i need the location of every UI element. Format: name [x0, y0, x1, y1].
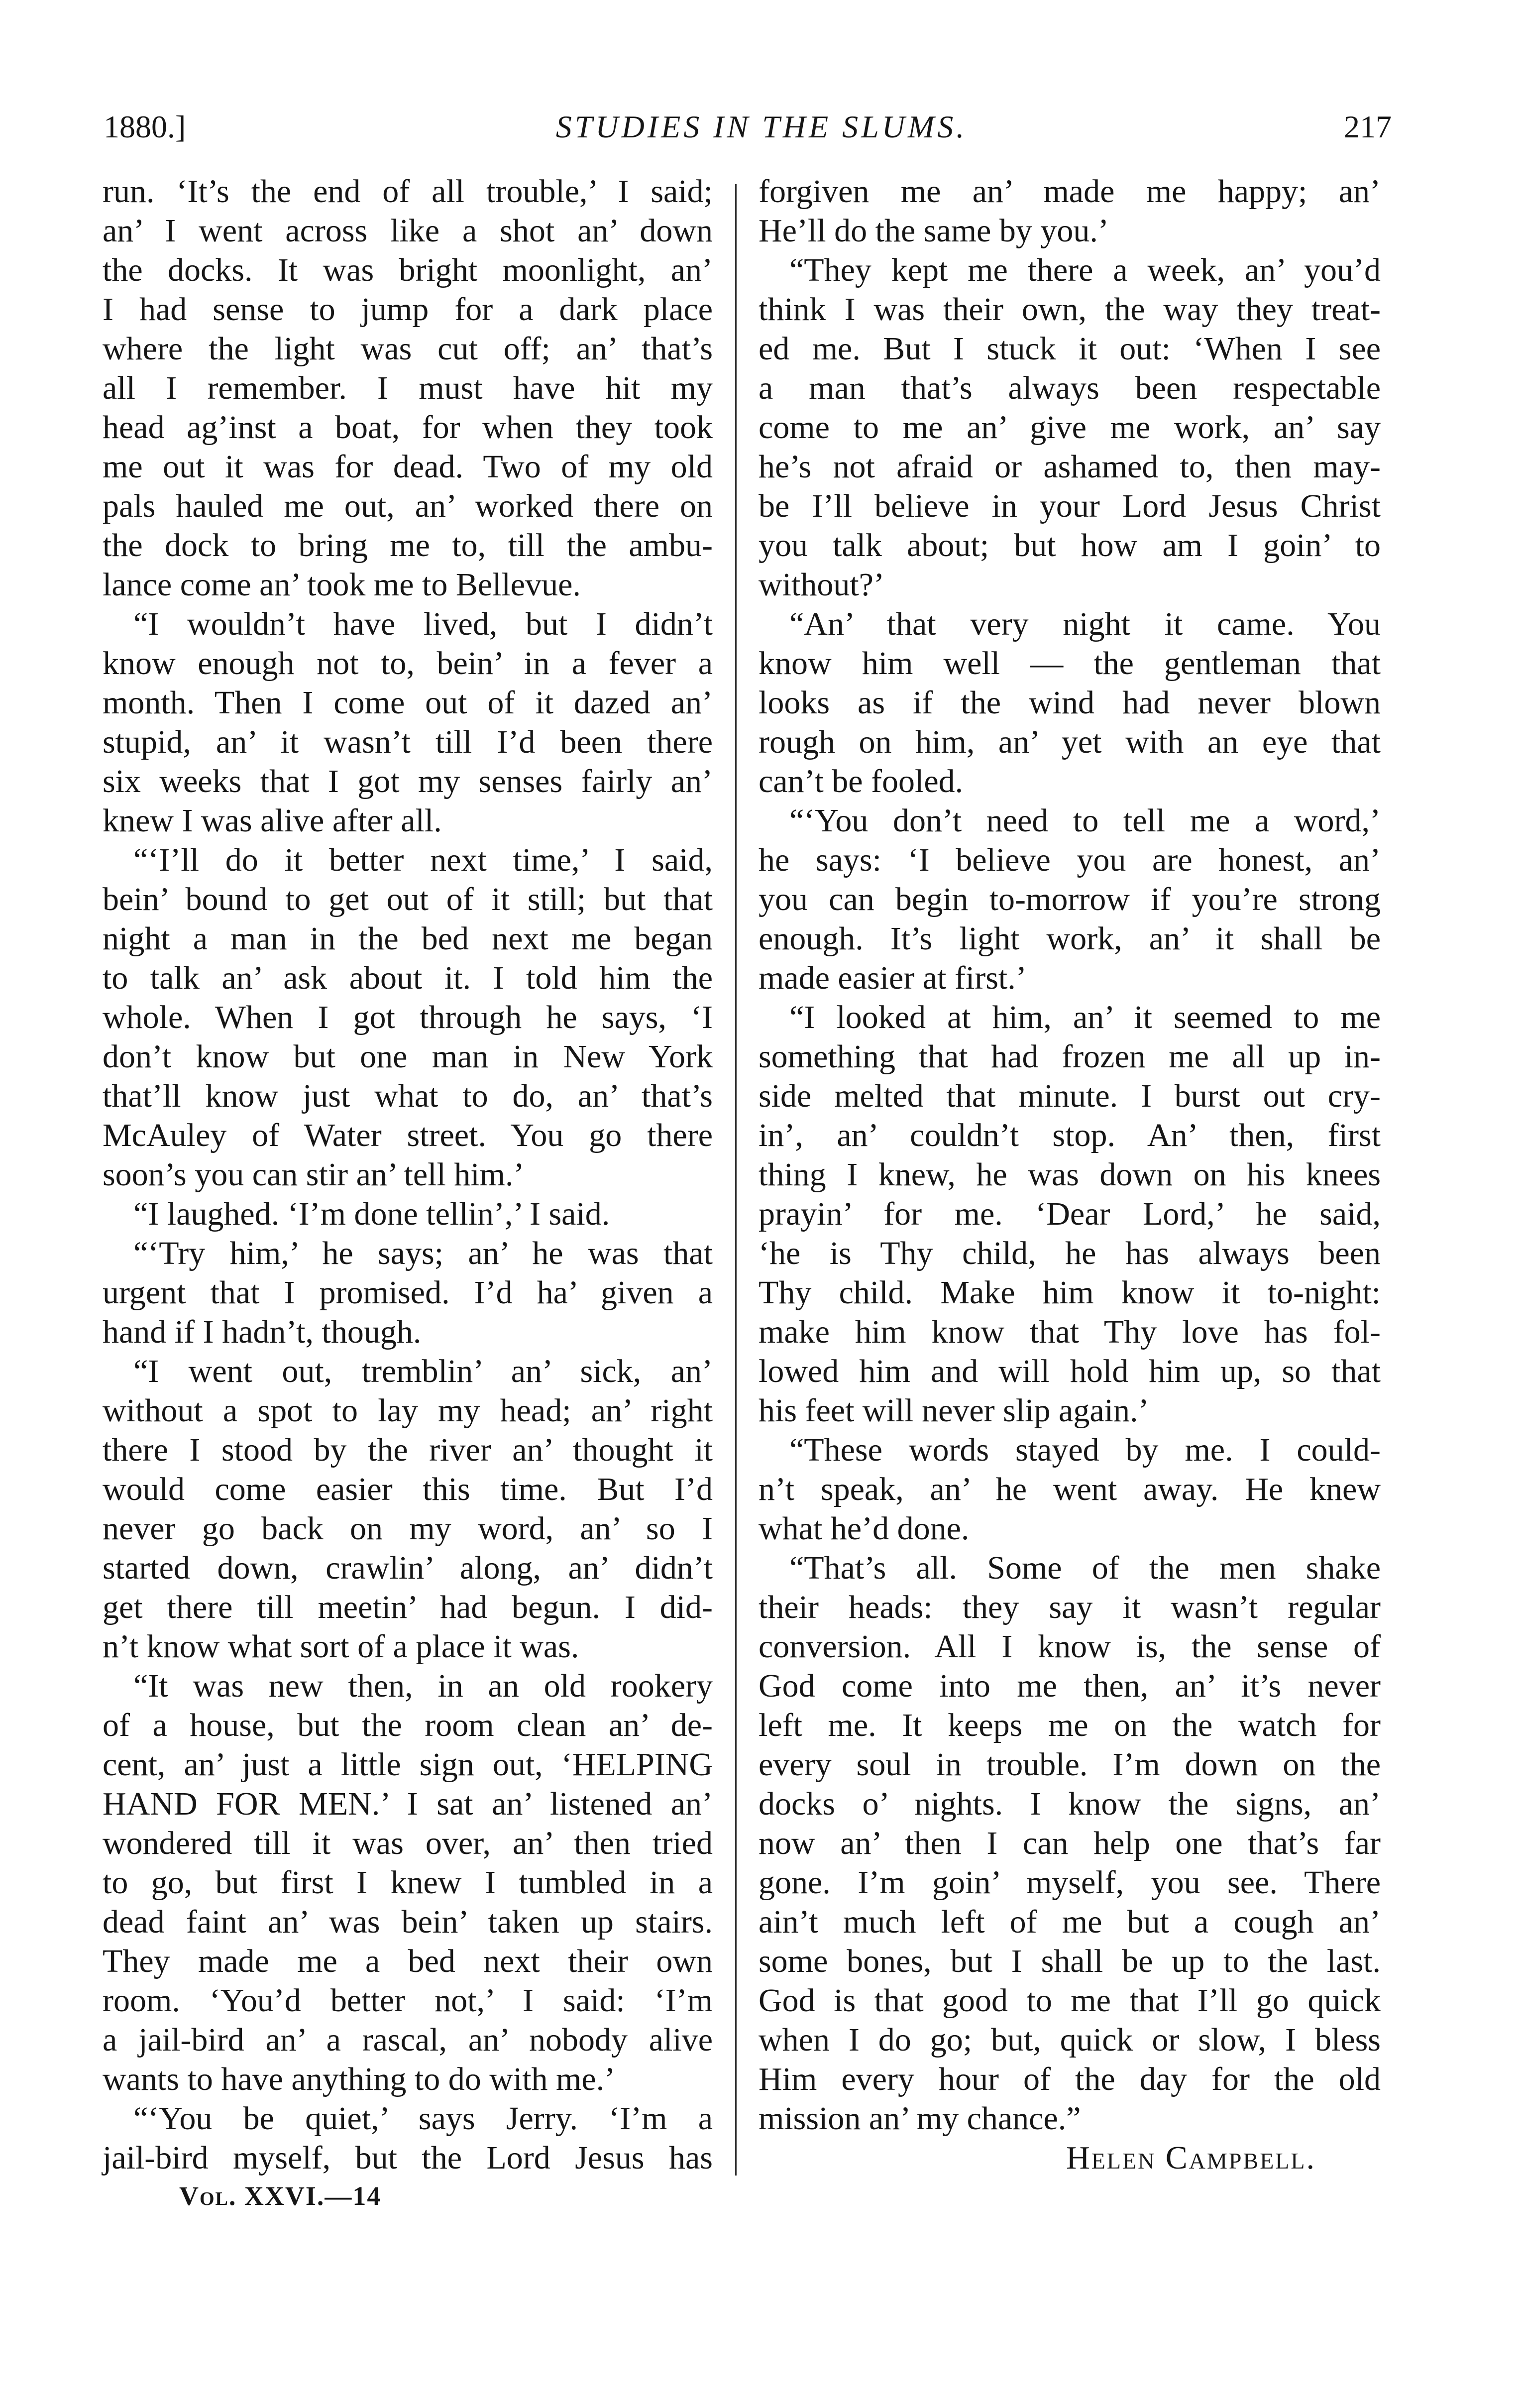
- author-signature: Helen Campbell.: [1066, 2140, 1316, 2176]
- text-line: dead faint an’ was bein’ taken up stairs.: [103, 1904, 713, 1940]
- text-line: jail-bird myself, but the Lord Jesus has: [103, 2140, 713, 2176]
- text-line: wants to have anything to do with me.’: [103, 2061, 616, 2097]
- text-line: They made me a bed next their own: [103, 1943, 713, 1979]
- paragraph: [759, 998, 1381, 1430]
- text-line: to go, but first I knew I tumbled in a: [103, 1864, 713, 1901]
- text-line: n’t speak, an’ he went away. He knew: [759, 1471, 1381, 1507]
- paragraph: [103, 1666, 713, 2099]
- text-line: something that had frozen me all up in-: [759, 1038, 1381, 1075]
- text-line: ain’t much left of me but a cough an’: [759, 1904, 1381, 1940]
- text-line: some bones, but I shall be up to the last.: [759, 1943, 1381, 1979]
- text-line: cent, an’ just a little sign out, ‘HELPING: [103, 1746, 713, 1783]
- text-line: head ag’inst a boat, for when they took: [103, 409, 713, 446]
- paragraph: [103, 2099, 713, 2178]
- text-line: a jail-bird an’ a rascal, an’ nobody alive: [103, 2022, 713, 2058]
- text-line: “I looked at him, an’ it seemed to me: [789, 999, 1381, 1035]
- text-line: gone. I’m goin’ myself, you see. There: [759, 1864, 1381, 1901]
- text-line: think I was their own, the way they treat-: [759, 291, 1381, 328]
- text-line: you talk about; but how am I goin’ to: [759, 527, 1381, 564]
- text-line: “That’s all. Some of the men shake: [789, 1550, 1381, 1586]
- text-line: HAND FOR MEN.’ I sat an’ listened an’: [103, 1786, 713, 1822]
- paragraph: [759, 1430, 1381, 1548]
- text-line: that’ll know just what to do, an’ that’s: [103, 1078, 713, 1114]
- volume-signature: Vol. XXVI.—14: [179, 2181, 382, 2211]
- text-line: conversion. All I know is, the sense of: [759, 1628, 1381, 1665]
- text-line: don’t know but one man in New York: [103, 1038, 713, 1075]
- text-line: make him know that Thy love has fol-: [759, 1314, 1381, 1350]
- text-line: lance come an’ took me to Bellevue.: [103, 567, 581, 603]
- text-line: n’t know what sort of a place it was.: [103, 1628, 579, 1665]
- text-line: knew I was alive after all.: [103, 803, 442, 839]
- text-line: mission an’ my chance.”: [759, 2100, 1081, 2137]
- page-number: 217: [1344, 109, 1392, 144]
- text-line: I had sense to jump for a dark place: [103, 291, 713, 328]
- text-line: every soul in trouble. I’m down on the: [759, 1746, 1381, 1783]
- paragraph: [759, 604, 1381, 801]
- right-column: [759, 172, 1381, 2178]
- text-line: six weeks that I got my senses fairly an’: [103, 763, 713, 800]
- text-line: ‘he is Thy child, he has always been: [759, 1235, 1381, 1271]
- text-line: can’t be fooled.: [759, 763, 964, 800]
- text-line: Him every hour of the day for the old: [759, 2061, 1381, 2097]
- text-line: his feet will never slip again.’: [759, 1392, 1149, 1429]
- text-line: in’, an’ couldn’t stop. An’ then, first: [759, 1117, 1381, 1153]
- text-line: “‘I’ll do it better next time,’ I said,: [133, 842, 713, 878]
- text-line: know enough not to, bein’ in a fever a: [103, 645, 713, 682]
- paragraph: [103, 604, 713, 840]
- text-line: whole. When I got through he says, ‘I: [103, 999, 713, 1035]
- paragraph: [103, 1352, 713, 1666]
- text-line: looks as if the wind had never blown: [759, 685, 1381, 721]
- text-line: lowed him and will hold him up, so that: [759, 1353, 1381, 1389]
- text-line: month. Then I come out of it dazed an’: [103, 685, 713, 721]
- text-line: now an’ then I can help one that’s far: [759, 1825, 1381, 1861]
- paragraph: [103, 840, 713, 1194]
- paragraph: [759, 1548, 1381, 2138]
- text-line: docks o’ nights. I know the signs, an’: [759, 1786, 1381, 1822]
- text-line: be I’ll believe in your Lord Jesus Christ: [759, 488, 1381, 524]
- text-line: of a house, but the room clean an’ de-: [103, 1707, 713, 1743]
- left-column: [103, 172, 713, 2178]
- text-line: what he’d done.: [759, 1510, 970, 1547]
- text-line: would come easier this time. But I’d: [103, 1471, 713, 1507]
- text-line: thing I knew, he was down on his knees: [759, 1156, 1381, 1193]
- text-line: night a man in the bed next me began: [103, 920, 713, 957]
- paragraph: [759, 172, 1381, 250]
- text-line: run. ‘It’s the end of all trouble,’ I said;: [103, 173, 713, 210]
- text-line: soon’s you can stir an’ tell him.’: [103, 1156, 525, 1193]
- text-line: a man that’s always been respectable: [759, 370, 1381, 406]
- text-line: where the light was cut off; an’ that’s: [103, 331, 713, 367]
- text-line: come to me an’ give me work, an’ say: [759, 409, 1381, 446]
- text-line: me out it was for dead. Two of my old: [103, 449, 713, 485]
- text-line: Thy child. Make him know it to-night:: [759, 1274, 1381, 1311]
- text-line: ed me. But I stuck it out: ‘When I see: [759, 331, 1381, 367]
- text-line: an’ I went across like a shot an’ down: [103, 213, 713, 249]
- text-line: “An’ that very night it came. You: [789, 606, 1381, 642]
- column-divider: [735, 184, 737, 2176]
- text-line: the docks. It was bright moonlight, an’: [103, 252, 713, 288]
- text-line: God is that good to me that I’ll go quick: [759, 1982, 1381, 2019]
- paragraph: [103, 172, 713, 604]
- paragraph: [759, 801, 1381, 998]
- text-line: “I laughed. ‘I’m done tellin’,’ I said.: [133, 1196, 610, 1232]
- text-line: prayin’ for me. ‘Dear Lord,’ he said,: [759, 1196, 1381, 1232]
- text-line: the dock to bring me to, till the ambu-: [103, 527, 713, 564]
- text-line: “‘You be quiet,’ says Jerry. ‘I’m a: [133, 2100, 713, 2137]
- text-line: “They kept me there a week, an’ you’d: [789, 252, 1381, 288]
- text-line: “I went out, tremblin’ an’ sick, an’: [133, 1353, 713, 1389]
- text-line: he says: ‘I believe you are honest, an’: [759, 842, 1381, 878]
- text-line: left me. It keeps me on the watch for: [759, 1707, 1381, 1743]
- text-line: he’s not afraid or ashamed to, then may-: [759, 449, 1381, 485]
- text-line: stupid, an’ it wasn’t till I’d been there: [103, 724, 713, 760]
- text-line: you can begin to-morrow if you’re strong: [759, 881, 1381, 917]
- text-line: get there till meetin’ had begun. I did-: [103, 1589, 713, 1625]
- paragraph: [759, 250, 1381, 604]
- text-line: never go back on my word, an’ so I: [103, 1510, 713, 1547]
- text-line: “These words stayed by me. I could-: [789, 1432, 1381, 1468]
- text-line: without?’: [759, 567, 884, 603]
- text-line: their heads: they say it wasn’t regular: [759, 1589, 1381, 1625]
- text-line: “It was new then, in an old rookery: [133, 1668, 713, 1704]
- text-line: without a spot to lay my head; an’ right: [103, 1392, 713, 1429]
- text-line: urgent that I promised. I’d ha’ given a: [103, 1274, 713, 1311]
- text-line: enough. It’s light work, an’ it shall be: [759, 920, 1381, 957]
- text-line: forgiven me an’ made me happy; an’: [759, 173, 1381, 210]
- text-line: made easier at first.’: [759, 960, 1027, 996]
- text-line: side melted that minute. I burst out cry-: [759, 1078, 1381, 1114]
- text-line: McAuley of Water street. You go there: [103, 1117, 713, 1153]
- text-line: room. ‘You’d better not,’ I said: ‘I’m: [103, 1982, 713, 2019]
- text-line: all I remember. I must have hit my: [103, 370, 713, 406]
- paragraph: [103, 1234, 713, 1352]
- text-line: wondered till it was over, an’ then tried: [103, 1825, 713, 1861]
- text-line: there I stood by the river an’ thought it: [103, 1432, 713, 1468]
- text-line: rough on him, an’ yet with an eye that: [759, 724, 1381, 760]
- running-header-title: STUDIES IN THE SLUMS.: [555, 109, 968, 144]
- text-line: “‘You don’t need to tell me a word,’: [789, 803, 1381, 839]
- text-line: “I wouldn’t have lived, but I didn’t: [133, 606, 713, 642]
- text-line: started down, crawlin’ along, an’ didn’t: [103, 1550, 713, 1586]
- text-line: when I do go; but, quick or slow, I bless: [759, 2022, 1381, 2058]
- paragraph: [103, 1194, 713, 1234]
- running-header-date: 1880.]: [104, 109, 186, 144]
- text-line: bein’ bound to get out of it still; but that: [103, 881, 713, 917]
- text-line: hand if I hadn’t, though.: [103, 1314, 422, 1350]
- text-line: God come into me then, an’ it’s never: [759, 1668, 1381, 1704]
- text-line: pals hauled me out, an’ worked there on: [103, 488, 713, 524]
- text-line: to talk an’ ask about it. I told him the: [103, 960, 713, 996]
- text-line: “‘Try him,’ he says; an’ he was that: [133, 1235, 713, 1271]
- text-line: He’ll do the same by you.’: [759, 213, 1109, 249]
- text-line: know him well — the gentleman that: [759, 645, 1381, 682]
